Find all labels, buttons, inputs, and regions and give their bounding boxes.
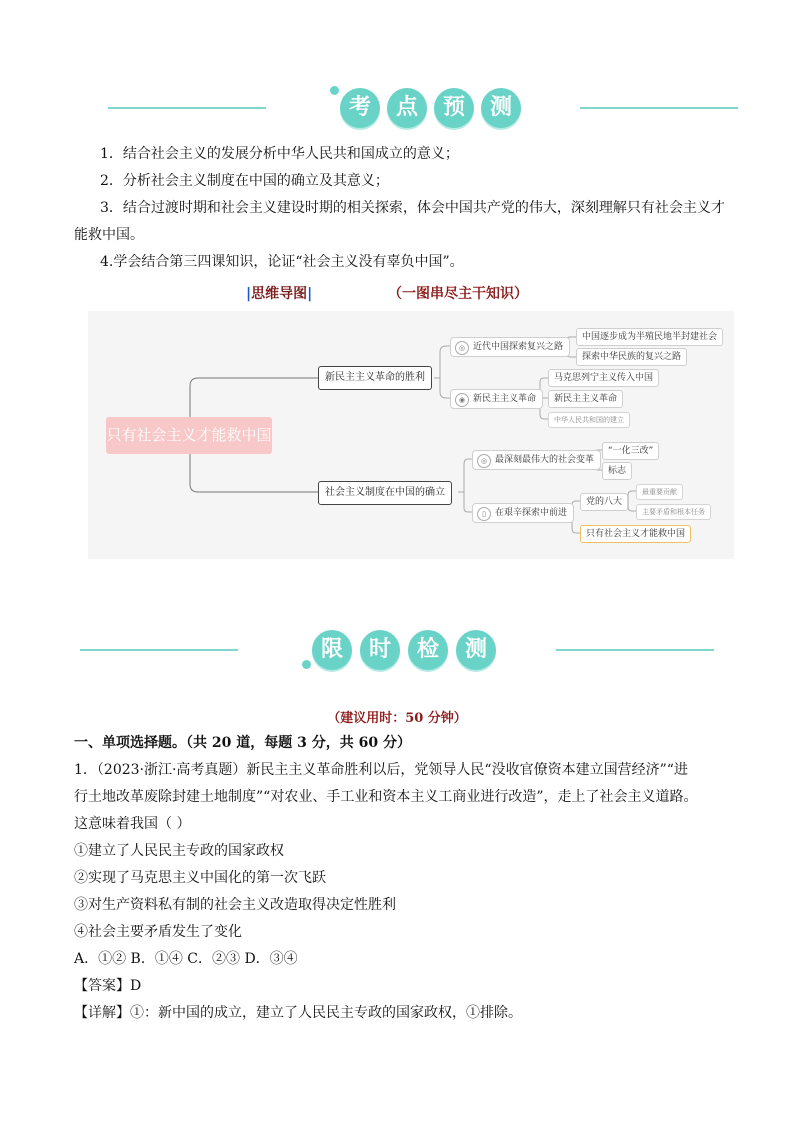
header2-rule-right (556, 649, 714, 651)
answer-label: 【答案】 (74, 978, 130, 994)
detail-text: ①：新中国的成立，建立了人民民主专政的国家政权，①排除。 (130, 1005, 522, 1021)
leaf-prc-founding: 中华人民共和国的建立 (548, 412, 630, 428)
leaf-eighth-congress: 党的八大 (580, 493, 628, 511)
subnode-new-democratic-label: 新民主主义革命 (473, 394, 537, 404)
option-1: ①建立了人民民主专政的国家政权 (74, 843, 284, 859)
leaf-explore-revival: 探索中华民族的复兴之路 (576, 348, 687, 366)
badge-dian: 点 (387, 88, 427, 128)
part-title: 一、单项选择题。（共 20 道，每题 3 分，共 60 分） (74, 735, 411, 751)
mindmap-title-text: 思维导图 (251, 286, 308, 302)
option-2: ②实现了马克思主义中国化的第一次飞跃 (74, 870, 326, 886)
option-4: ④社会主要矛盾发生了变化 (74, 924, 242, 940)
subnode-hard-exploration (472, 503, 574, 523)
badge-yu: 预 (434, 88, 474, 128)
book-icon: ▯ (477, 507, 491, 521)
subnode-social-change (472, 450, 601, 470)
mindmap-root: 只有社会主义才能救中国 (106, 417, 272, 454)
badge-xian: 限 (312, 630, 352, 670)
seal-icon: ◉ (455, 393, 469, 407)
leaf-only-socialism: 只有社会主义才能救中国 (580, 525, 691, 543)
leaf-revolution: 新民主主义革命 (548, 390, 623, 408)
subnode-revival-path (450, 337, 570, 357)
subnode-hard-exploration-label: 在艰辛探索中前进 (495, 508, 568, 518)
exam-point-2: 2．分析社会主义制度在中国的确立及其意义； (100, 173, 389, 189)
leaf-semi-colonial: 中国逐步成为半殖民地半封建社会 (576, 328, 723, 346)
badge-ce: 测 (481, 88, 521, 128)
badge-ce2: 测 (456, 630, 496, 670)
exam-point-4: 4.学会结合第三四课知识，论证“社会主义没有辜负中国”。 (100, 254, 464, 270)
leaf-one-transform-three: “一化三改” (602, 442, 659, 460)
question-1-line-1: 1．（2023·浙江·高考真题）新民主主义革命胜利以后，党领导人民“没收官僚资本建立国营经济”“进 (74, 762, 688, 778)
subnode-new-democratic (450, 389, 543, 409)
leaf-main-contradiction: 主要矛盾和根本任务 (636, 504, 711, 520)
mindmap-subtitle: （一图串尽主干知识） (388, 286, 528, 302)
answer-line (74, 977, 141, 995)
leaf-marxism: 马克思列宁主义传入中国 (548, 369, 659, 387)
header2-rule-left (80, 649, 238, 651)
exam-point-1: 1．结合社会主义的发展分析中华人民共和国成立的意义； (100, 146, 459, 162)
decor-dot-2 (302, 660, 311, 669)
mindmap-title: |思维导图| (246, 286, 313, 302)
leaf-major-contribution: 最重要贡献 (636, 484, 683, 500)
option-3: ③对生产资料私有制的社会主义改造取得决定性胜利 (74, 897, 396, 913)
globe-icon: ◎ (477, 454, 491, 468)
detail-line (74, 1004, 522, 1022)
subnode-revival-path-label: 近代中国探索复兴之路 (473, 342, 564, 352)
badge-kao: 考 (340, 88, 380, 128)
badge-shi: 时 (360, 630, 400, 670)
badge-jian: 检 (408, 630, 448, 670)
suggested-time: （建议用时：50 分钟） (327, 711, 467, 726)
detail-label: 【详解】 (74, 1005, 130, 1021)
subnode-social-change-label: 最深刻最伟大的社会变革 (495, 455, 595, 465)
exam-point-3: 3．结合过渡时期和社会主义建设时期的相关探索，体会中国共产党的伟大，深刻理解只有社会主义才 (100, 200, 725, 216)
answer-choices: A．①② B．①④ C．②③ D．③④ (74, 951, 298, 967)
answer-value: D (130, 978, 142, 994)
globe-icon: ◎ (455, 341, 469, 355)
leaf-sign: 标志 (602, 462, 632, 480)
branch-socialist-system: 社会主义制度在中国的确立 (318, 481, 452, 505)
question-1-line-2: 行土地改革废除封建土地制度”“对农业、手工业和资本主义工商业进行改造”，走上了社会主义道路。 (74, 789, 698, 805)
branch-new-democratic-revolution: 新民主主义革命的胜利 (318, 366, 432, 390)
question-1-line-3: 这意味着我国（ ） (74, 816, 191, 832)
exam-point-3-cont: 能救中国。 (74, 227, 144, 243)
